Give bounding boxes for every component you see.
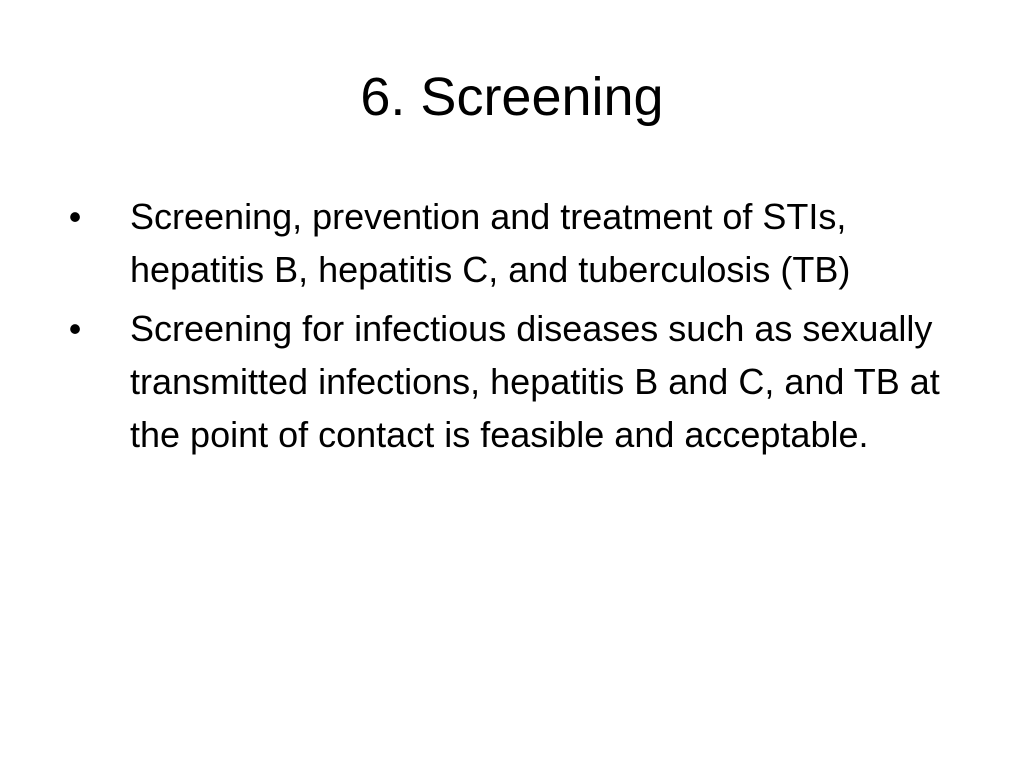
slide-title: 6. Screening bbox=[360, 67, 664, 127]
bullet-text: Screening, prevention and treatment of STIs, hepatitis B, hepatitis C, and tuberculosis (TB) bbox=[130, 196, 851, 290]
bullet-list bbox=[60, 190, 960, 467]
bullet-dot-icon: • bbox=[68, 196, 82, 237]
bullet-item bbox=[60, 302, 960, 461]
bullet-item bbox=[60, 190, 960, 296]
bullet-text: Screening for infectious diseases such as sexually transmitted infections, hepatitis B and C, and TB at the point of contact is feasible and acceptable. bbox=[130, 308, 940, 455]
bullet-dot-icon: • bbox=[68, 308, 82, 349]
